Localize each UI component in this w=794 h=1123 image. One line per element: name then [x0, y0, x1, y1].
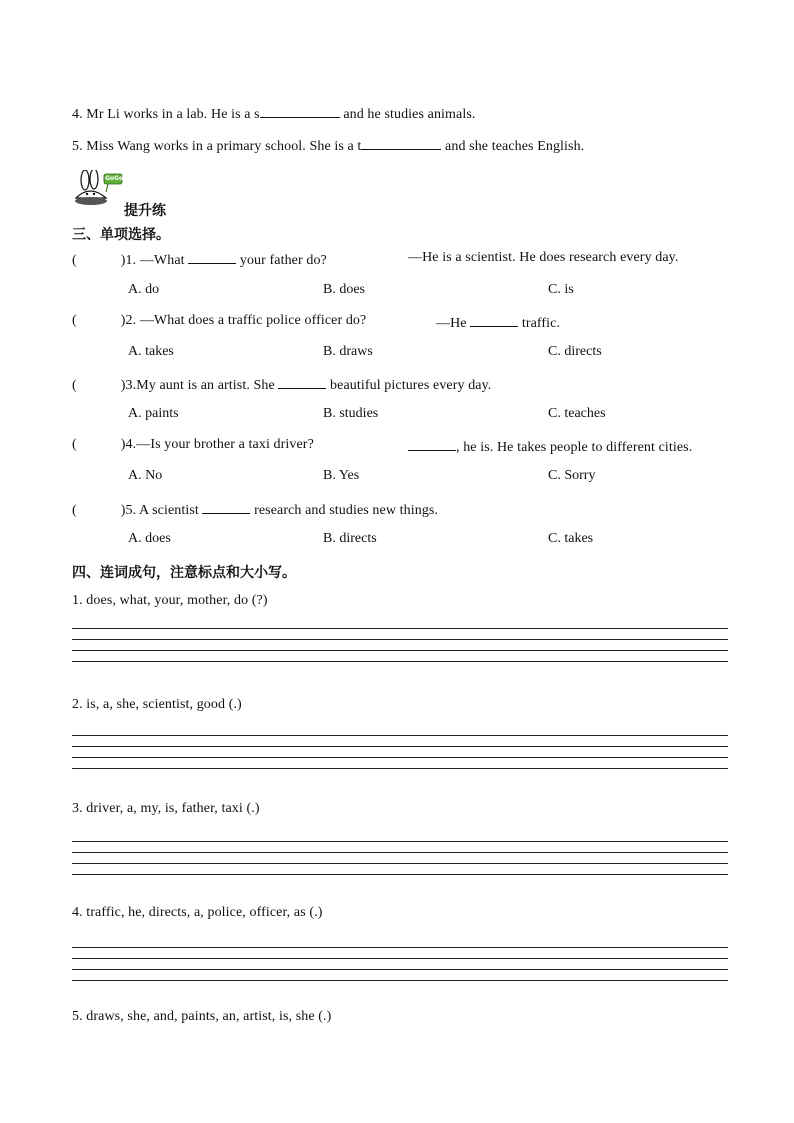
- section-label: 提升练: [124, 203, 166, 219]
- q3-blank: [278, 375, 326, 389]
- logo-badge-text: GoGo: [105, 175, 124, 182]
- q2-blank: [470, 313, 518, 327]
- q2-option-a[interactable]: A. takes: [128, 344, 174, 359]
- part3-title: 三、单项选择。: [72, 227, 170, 243]
- sentence-item-1: 1. does, what, your, mother, do (?): [72, 593, 268, 608]
- mc-question-4-reply: , he is. He takes people to different cities.: [408, 437, 692, 456]
- rabbit-logo-icon: [72, 170, 124, 208]
- q3-option-a[interactable]: A. paints: [128, 406, 179, 421]
- mc-question-5: ( )5. A scientist research and studies new things.: [72, 500, 438, 519]
- mc-question-3: ( )3.My aunt is an artist. She beautiful pictures every day.: [72, 375, 491, 394]
- q5-text-before: 5. Miss Wang works in a primary school. She is a t: [72, 139, 362, 154]
- q1-blank: [188, 250, 236, 264]
- fill-question-4: [72, 104, 475, 123]
- q3-option-b[interactable]: B. studies: [323, 406, 379, 421]
- mc-question-1: ( )1. —What your father do?: [72, 250, 327, 269]
- fill-question-5: [72, 136, 584, 155]
- q5-text-after: and she teaches English.: [441, 139, 585, 154]
- q4-text-after: and he studies animals.: [339, 107, 476, 122]
- mc-question-4: ( )4.—Is your brother a taxi driver?: [72, 437, 314, 452]
- q4-text-before: 4. Mr Li works in a lab. He is a s: [72, 107, 260, 122]
- part4-title: 四、连词成句，注意标点和大小写。: [72, 565, 296, 581]
- mc-question-1-reply: —He is a scientist. He does research every day.: [408, 250, 679, 265]
- q5-blank[interactable]: [361, 136, 441, 150]
- q4-option-b[interactable]: B. Yes: [323, 468, 360, 483]
- q4-blank[interactable]: [260, 104, 340, 118]
- q5-mc-blank: [202, 500, 250, 514]
- sentence-item-5: 5. draws, she, and, paints, an, artist, is, she (.): [72, 1009, 332, 1024]
- q1-option-a[interactable]: A. do: [128, 282, 160, 297]
- sentence-item-4: 4. traffic, he, directs, a, police, officer, as (.): [72, 905, 323, 920]
- mc-question-2: ( )2. —What does a traffic police officer do?: [72, 313, 367, 328]
- q3-option-c[interactable]: C. teaches: [548, 406, 606, 421]
- mc-question-2-reply: —He traffic.: [436, 313, 560, 332]
- q2-option-c[interactable]: C. directs: [548, 344, 602, 359]
- sentence-item-2: 2. is, a, she, scientist, good (.): [72, 697, 242, 712]
- q4-option-c[interactable]: C. Sorry: [548, 468, 596, 483]
- q5-option-c[interactable]: C. takes: [548, 531, 594, 546]
- q1-option-c[interactable]: C. is: [548, 282, 574, 297]
- q1-option-b[interactable]: B. does: [323, 282, 365, 297]
- q4-mc-blank: [408, 437, 456, 451]
- q2-option-b[interactable]: B. draws: [323, 344, 373, 359]
- q5-option-b[interactable]: B. directs: [323, 531, 377, 546]
- q5-option-a[interactable]: A. does: [128, 531, 171, 546]
- sentence-item-3: 3. driver, a, my, is, father, taxi (.): [72, 801, 260, 816]
- q4-option-a[interactable]: A. No: [128, 468, 163, 483]
